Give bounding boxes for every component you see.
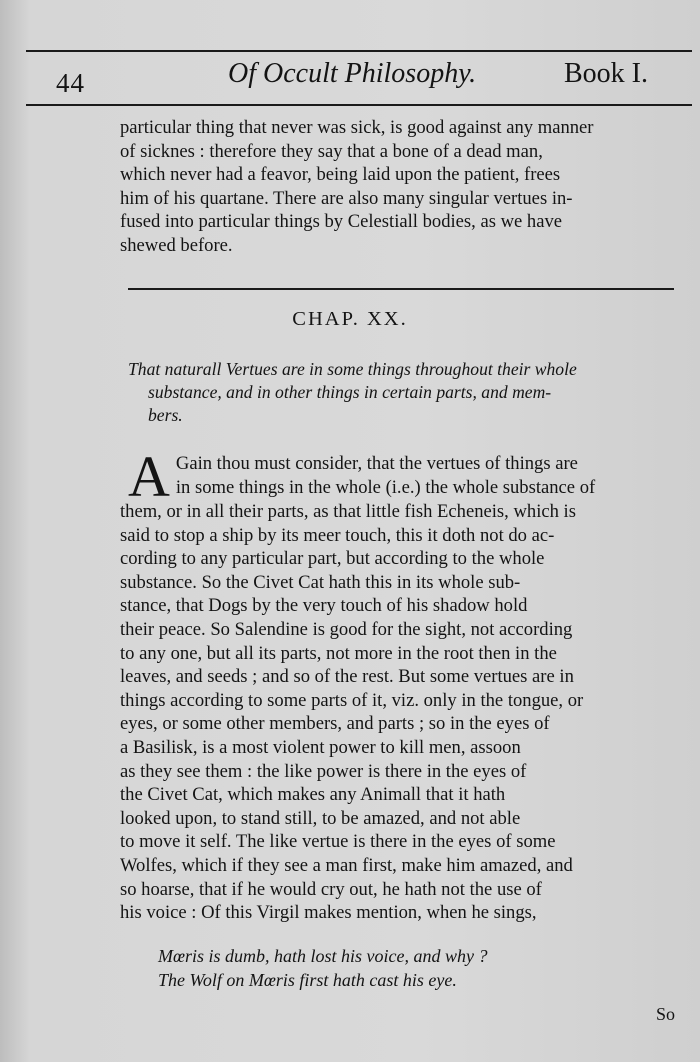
page-header xyxy=(0,58,700,98)
body-line: his voice : Of this Virgil makes mention, when he sings, xyxy=(120,902,537,924)
body-line: Gain thou must consider, that the vertues of things are xyxy=(175,453,578,474)
body-line: cording to any particular part, but according to the whole xyxy=(120,548,545,570)
intro-line: him of his quartane. There are also many singular vertues in- xyxy=(120,187,573,209)
chapter-body xyxy=(120,444,672,925)
intro-line: of sicknes : therefore they say that a bone of a dead man, xyxy=(120,140,543,162)
summary-line: substance, and in other things in certain parts, and mem- xyxy=(148,382,552,402)
summary-line: bers. xyxy=(148,405,183,425)
header-rule xyxy=(26,104,692,106)
verse-line: The Wolf on Mœris first hath cast his eye. xyxy=(158,970,457,990)
verse-line: Mœris is dumb, hath lost his voice, and why ? xyxy=(158,946,488,966)
body-line: looked upon, to stand still, to be amazed, and not able xyxy=(120,807,521,829)
body-line: said to stop a ship by its meer touch, this it doth not do ac- xyxy=(120,524,555,546)
body-line: so hoarse, that if he would cry out, he hath not the use of xyxy=(120,878,542,900)
body-line: a Basilisk, is a most violent power to kill men, assoon xyxy=(120,736,521,758)
intro-line: shewed before. xyxy=(120,234,233,256)
body-line: things according to some parts of it, viz. only in the tongue, or xyxy=(120,689,584,711)
body-line: them, or in all their parts, as that little fish Echeneis, which is xyxy=(120,501,576,522)
catchword: So xyxy=(656,1004,676,1024)
book-label: Book I. xyxy=(564,58,648,89)
page-number: 44 xyxy=(56,68,85,98)
body-line: leaves, and seeds ; and so of the rest. But some vertues are in xyxy=(120,666,574,688)
chapter-summary xyxy=(128,358,674,427)
drop-cap: A xyxy=(128,444,170,509)
body-line: to move it self. The like vertue is there in the eyes of some xyxy=(120,831,556,853)
body-line: in some things in the whole (i.e.) the whole substance of xyxy=(175,476,596,498)
body-line: Wolfes, which if they see a man first, make him amazed, and xyxy=(120,854,573,876)
running-title: Of Occult Philosophy. xyxy=(228,58,477,89)
intro-line: particular thing that never was sick, is good against any manner xyxy=(120,117,594,138)
section-rule xyxy=(128,288,674,290)
body-line: the Civet Cat, which makes any Animall that it hath xyxy=(120,784,506,806)
top-rule xyxy=(26,50,692,52)
verse-quotation xyxy=(158,944,488,992)
body-line: to any one, but all its parts, not more in the root then in the xyxy=(120,642,557,664)
intro-paragraph xyxy=(120,116,672,258)
body-line: stance, that Dogs by the very touch of his shadow hold xyxy=(120,595,528,617)
intro-line: which never had a feavor, being laid upon the patient, frees xyxy=(120,164,561,186)
body-line: substance. So the Civet Cat hath this in its whole sub- xyxy=(120,571,521,593)
body-line: their peace. So Salendine is good for the sight, not according xyxy=(120,618,573,640)
chapter-title: CHAP. XX. xyxy=(292,308,408,330)
body-line: as they see them : the like power is there in the eyes of xyxy=(120,760,527,782)
body-line: eyes, or some other members, and parts ; so in the eyes of xyxy=(120,713,550,735)
intro-line: fused into particular things by Celestiall bodies, as we have xyxy=(120,211,563,233)
summary-line: That naturall Vertues are in some things throughout their whole xyxy=(128,359,577,379)
